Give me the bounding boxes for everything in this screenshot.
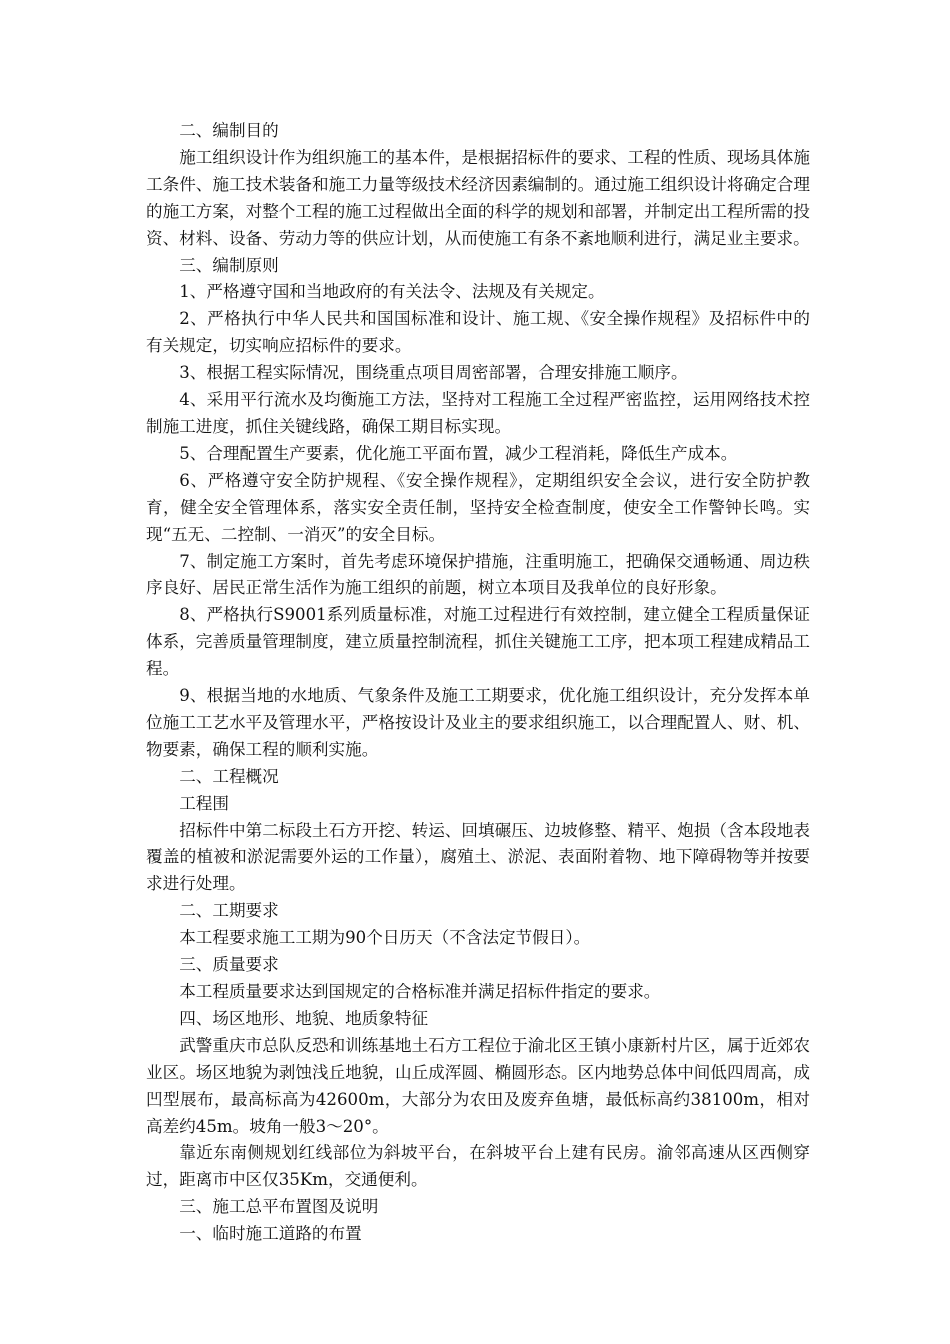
section-heading-purpose: 二、编制目的: [179, 121, 279, 140]
paragraph-quality: 本工程质量要求达到国规定的合格标准并满足招标件指定的要求。: [179, 982, 661, 1001]
subheading-temporary-roads: 一、临时施工道路的布置: [179, 1224, 362, 1244]
document-body: [146, 118, 810, 1248]
section-heading-layout: 三、施工总平布置图及说明: [179, 1197, 379, 1217]
section-heading-quality: 三、质量要求: [179, 955, 279, 975]
principle-item-4: 4、采用平行流水及均衡施工方法，坚持对工程施工全过程严密监控，运用网络技术控制施工进度，抓住关键线路，确保工期目标实现。: [146, 390, 810, 436]
principle-item-6: 6、严格遵守安全防护规程、《安全操作规程》，定期组织安全会议，进行安全防护教育，健全安全管理体系，落实安全责任制，坚持安全检查制度，使安全工作警钟长鸣。实现“五无、二控制、一消灭”的安全目标。: [146, 470, 810, 544]
principle-item-7: 7、制定施工方案时，首先考虑环境保护措施，注重明施工，把确保交通畅通、周边秩序良好、居民正常生活作为施工组织的前题，树立本项目及我单位的良好形象。: [146, 551, 810, 598]
paragraph-terrain-1: 武警重庆市总队反恐和训练基地土石方工程位于渝北区王镇小康新村片区，属于近郊农业区。场区地貌为剥蚀浅丘地貌，山丘成浑圆、椭圆形态。区内地势总体中间低四周高，成凹型展布，最高标高为42600m，大部分为农田及废弃鱼塘，最低标高约38100m，相对高差约45m。坡角一般3～20°。: [146, 1035, 810, 1136]
paragraph-terrain-2: 靠近东南侧规划红线部位为斜坡平台，在斜坡平台上建有民房。渝邻高速从区西侧穿过，距离市中区仅35Km，交通便利。: [146, 1143, 810, 1190]
principle-item-1: 1、严格遵守国和当地政府的有关法令、法规及有关规定。: [179, 282, 605, 302]
section-heading-principles: 三、编制原则: [179, 255, 279, 275]
principle-item-9: 9、根据当地的水地质、气象条件及施工工期要求，优化施工组织设计，充分发挥本单位施工工艺水平及管理水平，严格按设计及业主的要求组织施工，以合理配置人、财、机、物要素，确保工程的顺利实施。: [146, 686, 810, 759]
principle-item-5: 5、合理配置生产要素，优化施工平面布置，减少工程消耗，降低生产成本。: [179, 443, 738, 463]
subheading-scope: 工程围: [179, 793, 229, 813]
principle-item-3: 3、根据工程实际情况，围绕重点项目周密部署，合理安排施工顺序。: [179, 363, 688, 383]
section-heading-terrain: 四、场区地形、地貌、地质象特征: [179, 1008, 429, 1028]
paragraph-scope: 招标件中第二标段土石方开挖、转运、回填碾压、边坡修整、精平、炮损（含本段地表覆盖的植被和淤泥需要外运的工作量），腐殖土、淤泥、表面附着物、地下障碍物等并按要求进行处理。: [146, 820, 810, 894]
paragraph-schedule: 本工程要求施工工期为90个日历天（不含法定节假日）。: [179, 928, 591, 948]
principle-item-8: 8、严格执行S9001系列质量标准，对施工过程进行有效控制，建立健全工程质量保证体系，完善质量管理制度，建立质量控制流程，抓住关键施工工序，把本项工程建成精品工程。: [146, 605, 810, 679]
section-heading-overview: 二、工程概况: [179, 766, 279, 786]
section-heading-schedule: 二、工期要求: [179, 901, 279, 921]
principle-item-2: 2、严格执行中华人民共和国国标准和设计、施工规、《安全操作规程》及招标件中的有关规定，切实响应招标件的要求。: [146, 309, 810, 356]
paragraph-purpose: 施工组织设计作为组织施工的基本件，是根据招标件的要求、工程的性质、现场具体施工条件、施工技术装备和施工力量等级技术经济因素编制的。通过施工组织设计将确定合理的施工方案，对整个工程的施工过程做出全面的科学的规划和部署，并制定出工程所需的投资、材料、设备、劳动力等的供应计划，从而使施工有条不紊地顺利进行，满足业主要求。: [146, 147, 810, 248]
